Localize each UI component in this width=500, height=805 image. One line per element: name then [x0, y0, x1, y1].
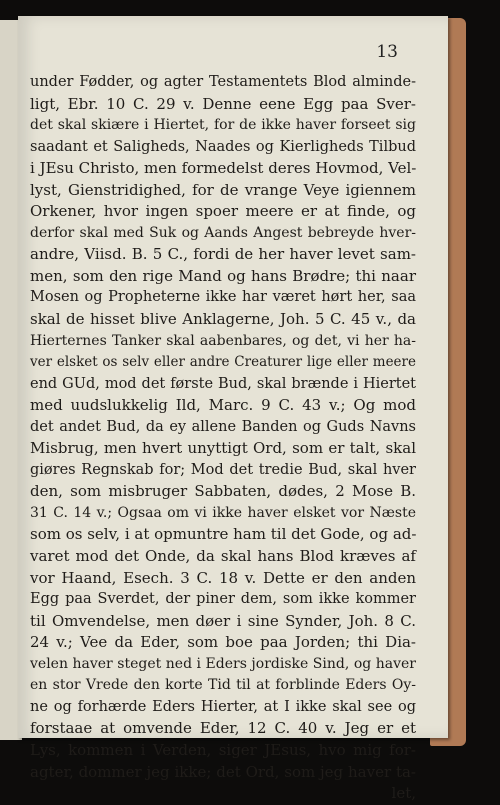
text-line: vor Haand, Esech. 3 C. 18 v. Dette er den anden — [30, 568, 416, 587]
text-line: Misbrug, men hvert unyttigt Ord, som er talt, skal — [30, 439, 416, 458]
text-line: den, som misbruger Sabbaten, dødes, 2 Mose B. — [30, 482, 416, 501]
text-line: ligt, Ebr. 10 C. 29 v. Denne eene Egg paa Sver- — [30, 94, 416, 113]
text-line: som os selv, i at opmuntre ham til det Gode, og ad- — [30, 525, 417, 544]
text-line: Egg paa Sverdet, der piner dem, som ikke kommer — [30, 591, 416, 608]
text-line: agter, dommer jeg ikke; det Ord, som jeg haver ta- — [30, 762, 416, 781]
text-line: Lys, kommen i Verden, siger JEsus, hvo mig for- — [30, 740, 416, 759]
text-line: velen haver steget ned i Eders jordiske Sind, og haver — [30, 655, 416, 672]
text-line: giøres Regnskab for; Mod det tredie Bud, skal hver — [30, 461, 416, 478]
text-line: forstaae at omvende Eder, 12 C. 40 v. Jeg er et — [30, 719, 416, 738]
text-line: Orkener, hvor ingen spoer meere er at finde, og — [30, 202, 416, 221]
text-line: men, som den rige Mand og hans Brødre; thi naar — [30, 266, 416, 285]
text-line: skal de hisset blive Anklagerne, Joh. 5 C. 45 v., da — [30, 310, 416, 329]
text-line: ne og forhærde Eders Hierter, at I ikke skal see og — [30, 698, 416, 715]
text-line: saadant et Saligheds, Naades og Kierligheds Tilbud — [30, 138, 416, 155]
page-body-text — [30, 72, 416, 805]
text-line: Mosen og Propheterne ikke har været hørt her, saa — [30, 289, 416, 306]
text-line: med uudslukkelig Ild, Marc. 9 C. 43 v.; Og mod — [30, 396, 416, 415]
text-line: Hierternes Tanker skal aabenbares, og det, vi her ha- — [30, 332, 416, 349]
text-line: i JEsu Christo, men formedelst deres Hovmod, Vel- — [30, 159, 417, 178]
text-line: 24 v.; Vee da Eder, som boe paa Jorden; thi Dia- — [30, 633, 416, 652]
text-line: det andet Bud, da ey allene Banden og Guds Navns — [30, 418, 416, 435]
book-page — [18, 16, 448, 803]
page-number: 13 — [376, 42, 398, 62]
text-line: ver elsket os selv eller andre Creaturer lige eller meere — [30, 354, 416, 371]
text-line: end GUd, mod det første Bud, skal brænde i Hiertet — [30, 375, 416, 392]
text-line: let, — [391, 784, 416, 803]
text-line: under Fødder, og agter Testamentets Blod alminde- — [30, 74, 416, 90]
text-line: det skal skiære i Hiertet, for de ikke haver forseet sig — [30, 117, 416, 134]
text-line: lyst, Gienstridighed, for de vrange Veye igiennem — [30, 180, 416, 199]
text-line: en stor Vrede den korte Tid til at forblinde Eders Oy- — [30, 677, 416, 694]
text-line: til Omvendelse, men døer i sine Synder, Joh. 8 C. — [30, 611, 416, 630]
text-line: derfor skal med Suk og Aands Angest bebreyde hver- — [30, 224, 416, 241]
text-line: 31 C. 14 v.; Ogsaa om vi ikke haver elsket vor Næste — [30, 504, 416, 521]
text-line: andre, Viisd. B. 5 C., fordi de her haver levet sam- — [30, 245, 416, 264]
text-line: varet mod det Onde, da skal hans Blod kræves af — [30, 547, 416, 566]
